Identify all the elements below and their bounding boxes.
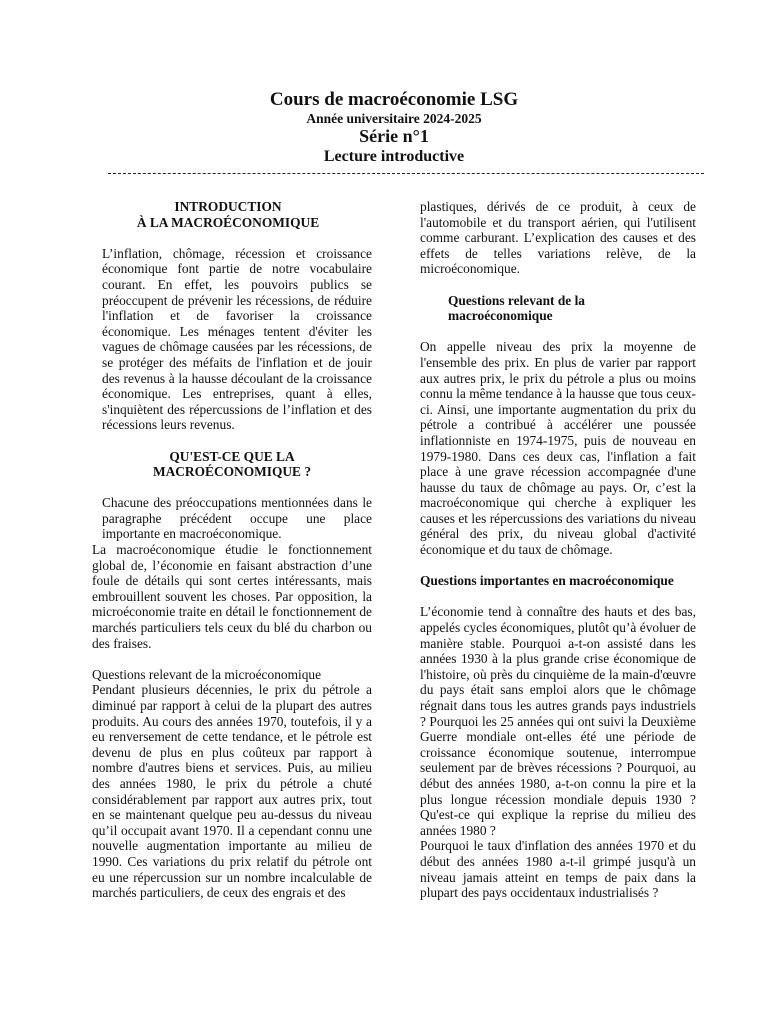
question-heading-line-2: MACROÉCONOMIQUE ? bbox=[152, 464, 312, 480]
continued-paragraph: plastiques, dérivés de ce produit, à ceux de l'automobile et du transport aérien, qui l'utilisent comme carburant. L’explication des causes et des effets de telles variations relève, de la microéconomique. bbox=[420, 199, 696, 277]
intro-paragraph: L’inflation, chômage, récession et croissance économique font partie de notre vocabulaire courant. En effet, les pouvoirs publics se préoccupent de prévenir les récessions, de réduire l'inflation et de favoriser la croissance économique. Les ménages tentent d'éviter les vagues de chômage causées par les récessions, de se protéger des méfaits de l'inflation et de jouir des revenus à la hausse découlant de la croissance économique. Les entreprises, quant à elles, s'inquiètent des répercussions de l’inflation et des récessions leurs revenus. bbox=[102, 245, 372, 433]
question-paragraph-2: La macroéconomique étudie le fonctionnement global de, l’économie en faisant abstraction d’une foule de détails qui sont certes intéressants, mais embrouillent souvent les choses. Par opposition, la microéconomie traite en détail le fonctionnement de marchés particuliers tels ceux du blé du charbon ou des fraises. bbox=[92, 542, 372, 651]
question-heading bbox=[92, 449, 372, 480]
macro-heading-line-1: Questions relevant de la bbox=[448, 292, 586, 308]
right-column bbox=[420, 199, 696, 901]
lecture-title: Lecture introductive bbox=[323, 148, 465, 165]
important-paragraph-2: Pourquoi le taux d'inflation des années 1970 et du début des années 1980 a-t-il grimpé jusqu'à un niveau jamais atteint en temps de paix dans la plupart des pays occidentaux industrialisés ? bbox=[420, 838, 696, 901]
question-paragraph-1: Chacune des préoccupations mentionnées dans le paragraphe précédent occupe une place importante en macroéconomique. bbox=[102, 495, 372, 542]
intro-heading-line-2: À LA MACROÉCONOMIQUE bbox=[136, 214, 320, 230]
intro-heading-line-1: INTRODUCTION bbox=[174, 199, 282, 214]
question-heading-line-1: QU'EST-CE QUE LA bbox=[169, 448, 295, 464]
important-heading: Questions importantes en macroéconomique bbox=[420, 573, 674, 589]
left-column bbox=[92, 199, 372, 901]
document-header bbox=[0, 89, 768, 166]
macro-paragraph: On appelle niveau des prix la moyenne de l'ensemble des prix. En plus de varier par rapport aux autres prix, le prix du pétrole a plus ou moins connu la même tendance à la hausse que tous ceux-ci. Ainsi, une importante augmentation du prix du pétrole a contribué à accélérer une poussée inflationniste en 1974-1975, puis de nouveau en 1979-1980. Dans ces deux cas, l'inflation a fait place à une grave récession accompagnée d'une hausse du taux de chômage au pays. Or, c’est la macroéconomique qui cherche à expliquer les causes et les répercussions des variations du niveau général des prix, du niveau global d'activité économique et du taux de chômage. bbox=[420, 339, 696, 558]
intro-heading bbox=[92, 199, 372, 230]
academic-year: Année universitaire 2024-2025 bbox=[306, 111, 482, 126]
micro-paragraph: Pendant plusieurs décennies, le prix du pétrole a diminué par rapport à celui de la plupart des autres produits. Au cours des années 1970, toutefois, il y a eu renversement de cette tendance, et le pétrole est devenu de plus en plus coûteux par rapport à nombre d'autres biens et services. Puis, au milieu des années 1980, le prix du pétrole a chuté considérablement par rapport aux autres prix, tout en se maintenant quelque peu au-dessus du niveau qu’il occupait avant 1970. Il a cependant connu une nouvelle augmentation importante au milieu de 1990. Ces variations du prix relatif du pétrole ont eu une répercussion sur un nombre incalculable de marchés particuliers, de ceux des engrais et des bbox=[92, 682, 372, 901]
series-number: Série n°1 bbox=[359, 126, 429, 146]
course-title: Cours de macroéconomie LSG bbox=[269, 89, 519, 110]
macro-heading-line-2: macroéconomique bbox=[448, 308, 553, 324]
macro-heading bbox=[420, 293, 696, 324]
micro-heading: Questions relevant de la microéconomique bbox=[92, 666, 322, 682]
dashed-divider bbox=[108, 173, 704, 174]
important-paragraph-1: L’économie tend à connaître des hauts et des bas, appelés cycles économiques, plutôt qu’à évoluer de manière stable. Pourquoi a-t-on assisté dans les années 1930 à la plus grande crise économique de l'histoire, où près du cinquième de la main-d'œuvre du pays était sans emploi alors que le chômage régnait dans tous les autres grands pays industriels ? Pourquoi les 25 années qui ont suivi la Deuxième Guerre mondiale ont-elles été une période de croissance économique soutenue, interrompue seulement par de brèves récessions ? Pourquoi, au début des années 1980, a-t-on connu la pire et la plus longue récession mondiale depuis 1930 ? Qu'est-ce qui explique la reprise du milieu des années 1980 ? bbox=[420, 604, 696, 838]
